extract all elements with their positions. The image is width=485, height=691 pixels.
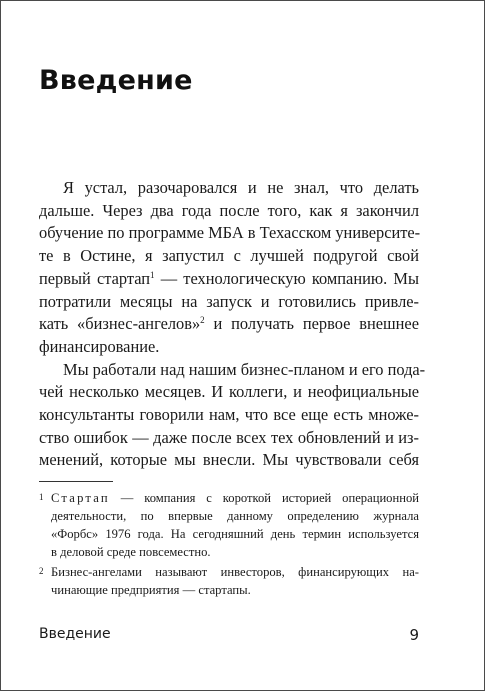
footnote-ref-1[interactable]: 1 — [150, 269, 155, 280]
paragraph-1-line-4: те в Остине, я запустил с лучшей подругой свой — [39, 246, 419, 266]
line-5-end: — технологическую компанию. Мы — [154, 268, 419, 288]
footnote-1-line-1 — [51, 489, 419, 507]
page-footer — [39, 626, 419, 646]
paragraph-1-line-6: потратили месяцы на запуск и готовились привле- — [39, 291, 419, 311]
footnotes — [39, 489, 419, 599]
footnote-2-line-2: чинающие предприятия — стартапы. — [51, 583, 251, 597]
paragraph-2-line-2: чей несколько месяцев. И коллеги, и неофициальные — [39, 382, 419, 402]
line-7-start: кать «бизнес-ангелов» — [39, 314, 201, 334]
footnote-1-line-1-text: — компания с короткой историей операционной — [109, 491, 419, 505]
running-title: Введение — [39, 626, 111, 642]
paragraph-1-line-5 — [39, 268, 419, 291]
line-5-start: первый стартап — [39, 268, 151, 288]
paragraph-2-line-5: менений, которые мы внесли. Мы чувствовали себя — [39, 450, 419, 470]
footnote-divider — [39, 481, 113, 482]
paragraph-1-line-7 — [39, 313, 419, 336]
paragraph-2-line-1: Мы работали над нашим бизнес-планом и его пода- — [63, 359, 426, 379]
paragraph-2-line-3: консультанты говорили нам, что все еще есть множе- — [39, 405, 419, 425]
chapter-title: Введение — [39, 65, 193, 96]
footnote-2 — [39, 563, 419, 599]
page-number: 9 — [409, 626, 419, 644]
footnote-number: 1 — [39, 492, 44, 502]
footnote-number: 2 — [39, 566, 44, 576]
footnote-term: Стартап — [51, 491, 110, 505]
paragraph-1-line-8: финансирование. — [39, 336, 160, 356]
paragraph-1-line-3: обучение по программе МБА в Техасском университе- — [39, 223, 421, 243]
paragraph-1-line-2: дальше. Через два года после того, как я закончил — [39, 200, 419, 220]
paragraph-2-line-4: ство ошибок — даже после всех тех обновлений и из- — [39, 427, 419, 447]
body-text — [39, 177, 426, 472]
paragraph-1-line-1: Я устал, разочаровался и не знал, что делать — [63, 178, 419, 197]
footnote-1-line-3: «Форбс» 1976 года. На сегодняшний день термин используется — [51, 527, 419, 541]
footnote-1 — [39, 489, 419, 561]
line-7-end: и получать первое внешнее — [204, 314, 419, 334]
footnote-1-line-4: в деловой среде повсеместно. — [51, 545, 211, 559]
footnote-ref-2[interactable]: 2 — [200, 315, 205, 326]
footnote-1-line-2: деятельности, по впервые данному определению журнала — [51, 509, 419, 523]
footnote-2-line-1: Бизнес-ангелами называют инвесторов, финансирующих на- — [51, 565, 419, 579]
